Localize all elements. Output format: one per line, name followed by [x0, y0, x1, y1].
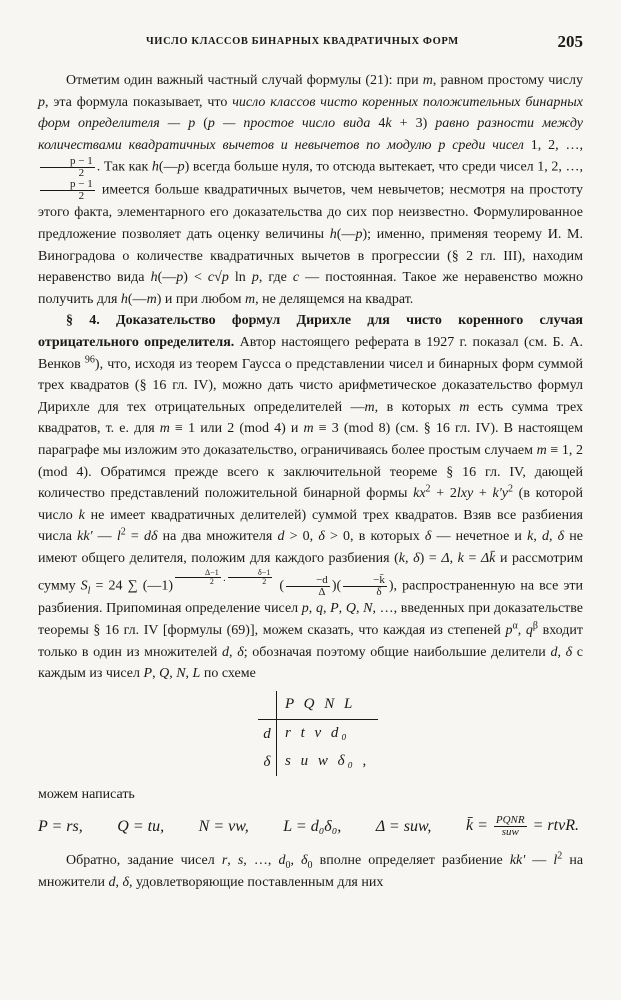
running-head: ЧИСЛО КЛАССОВ БИНАРНЫХ КВАДРАТИЧНЫХ ФОРМ	[146, 36, 459, 47]
paragraph-1: Отметим один важный частный случай формулы (21): при m, равном простому числу p, эта формула показывает, что число классов чисто коренных положительных бинарных форм определителя — p (p — простое число вида 4k + 3) равно разности между количествами квадратичных вычетов и невычетов по модулю p среди чисел 1, 2, …, $\frac{p - 1}{2}$ . Так как h(—p) всегда больше нуля, то отсюда вытекает, что среди чисел 1, 2, …, $\frac{p - 1}{2}$ имеется больше квадратичных вычетов, чем невычетов; несмотря на простоту этого факта, элементарного его доказательства до сих пор неизвестно. Формулированное предложение позволяет дать оценку величины h(—p); именно, применяя теорему И. М. Виноградова о количестве квадратичных вычетов в прогрессии (§ 2 гл. III), находим неравенство вида h(—p) < c√p ln p, где c — постоянная. Такое же неравенство можно получить для h(—m) и при любом m, не делящемся на квадрат.	[38, 73, 584, 307]
scheme-header-row: P Q N L	[258, 691, 378, 720]
display-equation: P = rs, Q = tu, N = vw, L = d₀δ₀, Δ = suw, k̄ = $\frac{\text{PQNR}}{\text{suw}}$ = rtvR.	[38, 814, 579, 839]
legendre-symbol: $\frac{-k̄}{\delta}$	[343, 575, 387, 598]
fraction: $\frac{p - 1}{2}$	[40, 179, 95, 202]
paragraph-4: Обратно, задание чисел r, s, …, $d_0$, $\delta_0$ вполне определяет разбиение kk' — $l^2$ на множители d, δ, удовлетворяющие поставленным для них	[38, 850, 584, 890]
paragraph-2: § 4. Доказательство формул Дирихле для чисто коренного случая отрицательного определителя. Автор настоящего реферата в 1927 г. показал (см. Б. А. Венков $^{96}$), что, исходя из теорем Гаусса о представлении чисел и бинарных форм суммой трех квадратов (§ 16 гл. IV), можно дать чисто арифметическое доказательство формул Дирихле для тех отрицательных определителей —m, в которых m есть сумма трех квадратов, т. е. для m ≡ 1 или 2 (mod 4) и m ≡ 3 (mod 8) (см. § 16 гл. IV). В настоящем параграфе мы изложим это доказательство, ограничиваясь более простым случаем m ≡ 1, 2 (mod 4). Обратимся прежде всего к заключительной теореме § 16 гл. IV, дающей количество представлений положительной бинарной формы $kx^2 + 2lxy + k'y^2$ (в которой число k не имеет квадратичных делителей) суммой трех квадратов. Взяв все разбиения числа kk' — $l^2 = d\delta$ на два множителя d > 0, δ > 0, в которых δ — нечетное и k, d, δ не имеют общего делителя, положим для каждого разбиения (k, δ) = Δ, k = Δk̄ и рассмотрим сумму $S_l = 24$ ∑ (—1) $^{\frac{\Delta-1}{2} \cdot \frac{\delta-1}{2}}$ ( $\frac{-d}{\Delta}$ )( $\frac{-k̄}{\delta}$ ), распространенную на все эти разбиения. Припоминая определение чисел p, q, P, Q, N, …, введенных при доказательстве теоремы § 16 гл. IV [формулы (69)], можем сказать, что каждая из степеней $p^\alpha$, $q^\beta$ входит только в один из множителей d, δ; обозначая поэтому общие наибольшие делители d, δ с каждым из чисел P, Q, N, L по схеме	[38, 313, 584, 682]
paragraph-3: можем написать	[38, 786, 135, 802]
legendre-symbol: $\frac{-d}{\Delta}$	[286, 575, 330, 598]
fraction: $\frac{p - 1}{2}$	[40, 156, 95, 179]
body-text-3	[38, 850, 583, 893]
page-number: 205	[557, 32, 583, 51]
scheme-row-d: d r t v d₀	[258, 720, 378, 748]
body-text	[38, 70, 583, 685]
page	[38, 24, 583, 984]
page-header	[38, 24, 583, 50]
scheme-row-delta: δ s u w δ₀ ,	[258, 748, 378, 776]
body-text-2	[38, 784, 583, 806]
section-title: § 4. Доказательство формул Дирихле для чисто коренного случая отрицательного определителя.	[38, 313, 583, 350]
divisor-scheme-table	[258, 691, 378, 776]
